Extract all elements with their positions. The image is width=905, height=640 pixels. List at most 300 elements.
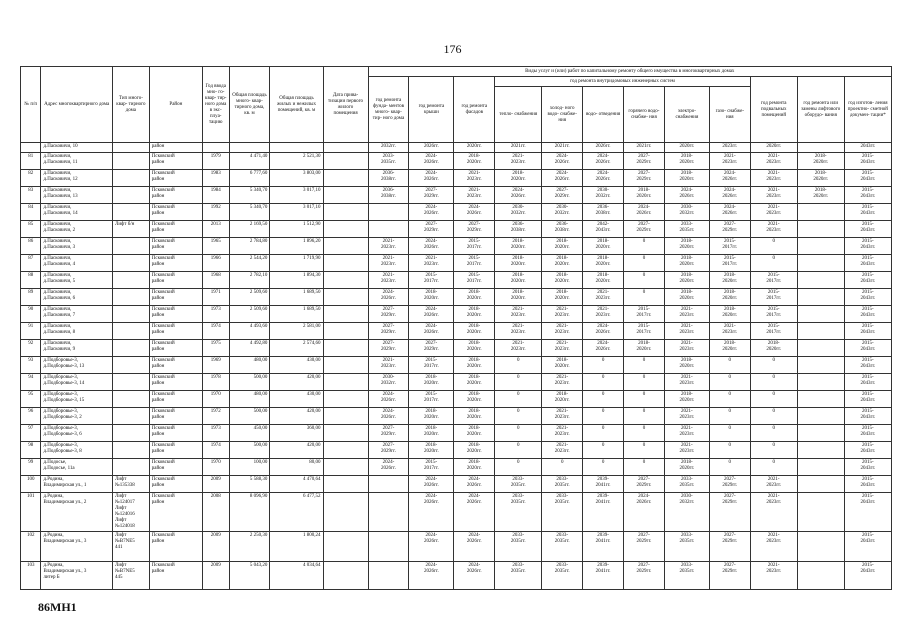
table-cell: 2018- 2020гг. bbox=[624, 187, 665, 204]
table-cell: 0 bbox=[495, 357, 542, 374]
table-cell: 2024- 2026гг. bbox=[409, 476, 454, 493]
table-cell: 2024- 2026гг. bbox=[709, 187, 750, 204]
table-cell: 420,00 bbox=[270, 408, 323, 425]
table-cell bbox=[797, 425, 844, 442]
table-cell bbox=[323, 442, 368, 459]
table-cell: 2021- 2023гг. bbox=[542, 425, 583, 442]
table-cell: 2036- 2038гг. bbox=[368, 170, 409, 187]
table-cell: 1984 bbox=[202, 187, 229, 204]
table-cell bbox=[112, 340, 149, 357]
table-cell: 2018- 2020гг. bbox=[664, 272, 709, 289]
table-cell: 2027- 2029гг. bbox=[409, 340, 454, 357]
table-cell: 2018- 2020гг. bbox=[409, 442, 454, 459]
table-cell: 2027- 2029гг. bbox=[709, 532, 750, 562]
table-cell: 2015- 2043гг. bbox=[844, 391, 891, 408]
table-cell: 2020гг. bbox=[750, 143, 797, 153]
table-cell bbox=[323, 204, 368, 221]
table-cell: 2027- 2029гг. bbox=[624, 562, 665, 590]
table-row bbox=[21, 170, 892, 187]
table-cell: 2015- 2017гг. bbox=[709, 238, 750, 255]
table-cell bbox=[323, 493, 368, 532]
table-cell: д.Пасковичи, д.Пасковичи, 5 bbox=[41, 272, 113, 289]
table-cell bbox=[797, 442, 844, 459]
table-cell: 2018- 2020гг. bbox=[495, 272, 542, 289]
table-body bbox=[21, 143, 892, 590]
table-cell: 2021- 2023гг. bbox=[664, 323, 709, 340]
table-cell: Псковский район bbox=[149, 221, 202, 238]
table-cell: 2033- 2035гг. bbox=[542, 476, 583, 493]
table-cell: 2027- 2029гг. bbox=[542, 187, 583, 204]
table-cell: 0 bbox=[750, 238, 797, 255]
table-cell: 2030- 2032гг. bbox=[368, 374, 409, 391]
table-cell: 480,00 bbox=[229, 357, 270, 374]
table-cell: 1979 bbox=[202, 153, 229, 170]
table-cell bbox=[797, 289, 844, 306]
table-cell: 2018- 2020гг. bbox=[664, 357, 709, 374]
table-cell: 2043гг. bbox=[844, 143, 891, 153]
table-cell: 0 bbox=[750, 255, 797, 272]
table-row bbox=[21, 425, 892, 442]
table-cell: 2015- 2017гг. bbox=[454, 272, 495, 289]
table-cell: 2024- 2026гг. bbox=[409, 493, 454, 532]
table-cell: 2036- 2038гг. bbox=[542, 221, 583, 238]
table-cell: 2024- 2026гг. bbox=[409, 204, 454, 221]
table-cell: 2018- 2020гг. bbox=[664, 170, 709, 187]
table-cell: 2024- 2026гг. bbox=[368, 408, 409, 425]
table-cell: 2033- 2035гг. bbox=[542, 532, 583, 562]
table-cell bbox=[323, 476, 368, 493]
table-cell: 0 bbox=[624, 255, 665, 272]
col-facade: год ремонта фасадов bbox=[454, 77, 495, 143]
table-cell: 2015- 2043гг. bbox=[844, 562, 891, 590]
table-cell: 2042- 2043гг. bbox=[583, 221, 624, 238]
table-cell bbox=[797, 272, 844, 289]
table-cell: 8 096,90 bbox=[229, 493, 270, 532]
table-cell: 360,00 bbox=[270, 425, 323, 442]
table-cell: 0 bbox=[750, 459, 797, 476]
table-cell: 87 bbox=[21, 255, 41, 272]
col-district: Район bbox=[149, 67, 202, 143]
table-cell: 92 bbox=[21, 340, 41, 357]
table-cell: 2015- 2043гг. bbox=[844, 306, 891, 323]
table-cell bbox=[112, 425, 149, 442]
table-cell: Псковский район bbox=[149, 374, 202, 391]
table-cell: 2027- 2029гг. bbox=[368, 306, 409, 323]
table-cell: 2015- 2043гг. bbox=[844, 221, 891, 238]
table-cell: 2015- 2017гг. bbox=[409, 357, 454, 374]
table-cell bbox=[112, 170, 149, 187]
table-cell bbox=[112, 459, 149, 476]
table-row bbox=[21, 532, 892, 562]
table-cell bbox=[797, 143, 844, 153]
table-cell bbox=[323, 221, 368, 238]
table-cell: 2021- 2023гг. bbox=[542, 306, 583, 323]
table-cell: Псковский район bbox=[149, 391, 202, 408]
table-cell bbox=[323, 170, 368, 187]
table-cell: 2030- 2032гг. bbox=[664, 204, 709, 221]
table-cell: 2021- 2023гг. bbox=[750, 493, 797, 532]
table-cell: 2 581,00 bbox=[270, 323, 323, 340]
table-cell: 0 bbox=[495, 442, 542, 459]
table-cell bbox=[323, 153, 368, 170]
table-cell: 2024- 2026гг. bbox=[542, 170, 583, 187]
table-cell: 2008 bbox=[202, 493, 229, 532]
table-cell: 2021- 2023гг. bbox=[664, 306, 709, 323]
table-cell: 2024- 2026гг. bbox=[583, 153, 624, 170]
table-cell: д.Пасковичи, д.Пасковичи, 12 bbox=[41, 170, 113, 187]
table-cell: 0 bbox=[495, 391, 542, 408]
table-cell: район bbox=[149, 143, 202, 153]
table-cell: 3 017,10 bbox=[270, 187, 323, 204]
table-cell: Псковский район bbox=[149, 238, 202, 255]
systems-group-header: год ремонта внутридомовых инженерных систем bbox=[495, 77, 750, 87]
table-cell: 2027- 2029гг. bbox=[368, 425, 409, 442]
table-cell: 1971 bbox=[202, 289, 229, 306]
table-cell: д.Подборовье-3, д.Подборовье-3, 6 bbox=[41, 425, 113, 442]
table-cell: 2015- 2017гг. bbox=[750, 289, 797, 306]
table-cell: 480,00 bbox=[229, 391, 270, 408]
table-cell: 1974 bbox=[202, 323, 229, 340]
table-cell: 2021- 2023гг. bbox=[750, 153, 797, 170]
table-cell bbox=[323, 306, 368, 323]
table-cell: 1 719,90 bbox=[270, 255, 323, 272]
table-cell: 2033- 2035гг. bbox=[495, 562, 542, 590]
table-row bbox=[21, 289, 892, 306]
table-cell: 2015- 2043гг. bbox=[844, 289, 891, 306]
table-cell: 2027- 2029гг. bbox=[709, 221, 750, 238]
table-cell: 0 bbox=[709, 357, 750, 374]
table-cell: 80,00 bbox=[270, 459, 323, 476]
table-cell: 0 bbox=[709, 408, 750, 425]
table-cell: 2 521,30 bbox=[270, 153, 323, 170]
table-cell: 2018- 2020гг. bbox=[664, 153, 709, 170]
table-cell: 500,00 bbox=[229, 374, 270, 391]
table-cell: Псковский район bbox=[149, 306, 202, 323]
table-cell: д.Подосье, д.Подосье, 11а bbox=[41, 459, 113, 476]
table-cell: 0 bbox=[750, 357, 797, 374]
table-cell: 2018- 2020гг. bbox=[709, 306, 750, 323]
table-cell: 2018- 2020гг. bbox=[454, 459, 495, 476]
table-cell bbox=[112, 272, 149, 289]
table-cell: 2024- 2026гг. bbox=[709, 170, 750, 187]
table-cell: 2018- 2020гг. bbox=[454, 357, 495, 374]
table-cell bbox=[797, 459, 844, 476]
page-number: 176 bbox=[443, 42, 462, 56]
table-cell: д.Пасковичи, д.Пасковичи, 2 bbox=[41, 221, 113, 238]
table-cell: 0 bbox=[624, 272, 665, 289]
table-cell: 1983 bbox=[202, 170, 229, 187]
table-cell: 88 bbox=[21, 272, 41, 289]
table-cell: 0 bbox=[750, 425, 797, 442]
table-cell: 2021- 2023гг. bbox=[709, 153, 750, 170]
table-cell: 2023гг. bbox=[709, 143, 750, 153]
table-cell: Псковский район bbox=[149, 340, 202, 357]
table-cell: 2021- 2023гг. bbox=[542, 323, 583, 340]
table-cell: 1978 bbox=[202, 374, 229, 391]
table-cell bbox=[368, 532, 409, 562]
table-cell: 2036- 2038гг. bbox=[583, 204, 624, 221]
col-elevator: год ремонта или замены лифтового оборудо- вания bbox=[797, 77, 844, 143]
table-cell: 4 470,64 bbox=[270, 476, 323, 493]
table-cell: 2024- 2026гг. bbox=[409, 306, 454, 323]
table-cell: 89 bbox=[21, 289, 41, 306]
table-cell: 2024- 2026гг. bbox=[409, 238, 454, 255]
table-cell: 1966 bbox=[202, 255, 229, 272]
table-cell: 2024- 2026гг. bbox=[409, 323, 454, 340]
table-cell: 0 bbox=[624, 357, 665, 374]
table-cell: 2026гг. bbox=[583, 143, 624, 153]
table-cell bbox=[202, 143, 229, 153]
table-cell: 95 bbox=[21, 391, 41, 408]
table-cell: 2027- 2029гг. bbox=[624, 476, 665, 493]
table-cell: 2024- 2026гг. bbox=[454, 532, 495, 562]
table-cell bbox=[112, 255, 149, 272]
table-cell: 2021- 2023гг. bbox=[583, 306, 624, 323]
table-cell: 2021- 2023гг. bbox=[664, 425, 709, 442]
table-cell: д.Родина, Владимирская ул., 2 bbox=[41, 493, 113, 532]
table-cell: 2027- 2029гг. bbox=[709, 493, 750, 532]
table-cell: 2036- 2038гг. bbox=[495, 221, 542, 238]
table-cell: 2015- 2017гг. bbox=[409, 272, 454, 289]
table-cell bbox=[112, 323, 149, 340]
table-cell: 2027- 2029гг. bbox=[368, 323, 409, 340]
table-cell: 2018- 2020гг. bbox=[664, 459, 709, 476]
table-cell: 0 bbox=[583, 374, 624, 391]
table-cell: 0 bbox=[624, 374, 665, 391]
table-cell: 2027- 2029гг. bbox=[624, 153, 665, 170]
table-cell: 2039- 2041гг. bbox=[583, 476, 624, 493]
table-cell: 2 509,60 bbox=[229, 306, 270, 323]
table-cell: 2018- 2020гг. bbox=[542, 272, 583, 289]
table-cell: 2024- 2026гг. bbox=[454, 562, 495, 590]
table-cell: 2018- 2020гг. bbox=[664, 391, 709, 408]
table-cell: 0 bbox=[624, 459, 665, 476]
table-cell: 2018- 2020гг. bbox=[542, 391, 583, 408]
table-cell: 2015- 2043гг. bbox=[844, 170, 891, 187]
table-cell: 2024- 2026гг. bbox=[664, 187, 709, 204]
table-cell: Псковский район bbox=[149, 532, 202, 562]
table-cell: 2024- 2026гг. bbox=[409, 562, 454, 590]
table-cell: 2018- 2020гг. bbox=[454, 340, 495, 357]
table-cell: 2018- 2020гг. bbox=[542, 255, 583, 272]
table-cell: 2027- 2029гг. bbox=[409, 187, 454, 204]
table-cell bbox=[323, 323, 368, 340]
table-cell bbox=[112, 204, 149, 221]
table-cell: 2 169,50 bbox=[229, 221, 270, 238]
table-cell: 2013 bbox=[202, 221, 229, 238]
table-cell: Псковский район bbox=[149, 357, 202, 374]
table-cell: 100,00 bbox=[229, 459, 270, 476]
table-row bbox=[21, 459, 892, 476]
table-cell bbox=[229, 143, 270, 153]
table-cell: 2015- 2017гг. bbox=[454, 255, 495, 272]
table-cell bbox=[797, 340, 844, 357]
col-hot-water: горячего водо- снабже- ния bbox=[624, 87, 665, 143]
table-cell: Псковский район bbox=[149, 204, 202, 221]
table-cell: д.Пасковичи, д.Пасковичи, 6 bbox=[41, 289, 113, 306]
table-row bbox=[21, 408, 892, 425]
table-cell: 2021гг. bbox=[542, 143, 583, 153]
table-cell: 500,00 bbox=[229, 442, 270, 459]
table-cell: 2021- 2023гг. bbox=[709, 323, 750, 340]
table-cell: 2033- 2035гг. bbox=[664, 562, 709, 590]
table-cell: 2024- 2026гг. bbox=[409, 153, 454, 170]
table-cell: 2015- 2043гг. bbox=[844, 532, 891, 562]
table-row bbox=[21, 357, 892, 374]
table-cell: 2018- 2020гг. bbox=[583, 238, 624, 255]
table-cell: 6 477,52 bbox=[270, 493, 323, 532]
table-cell bbox=[797, 476, 844, 493]
col-total-area: Общая площадь много- квар- тирного дома, кв. м bbox=[229, 67, 270, 143]
table-cell bbox=[112, 357, 149, 374]
table-cell: 82 bbox=[21, 170, 41, 187]
table-cell: 2018- 2020гг. bbox=[709, 340, 750, 357]
table-cell: 0 bbox=[583, 459, 624, 476]
table-cell: 2024- 2026гг. bbox=[454, 493, 495, 532]
table-cell: 2018- 2020гг. bbox=[542, 289, 583, 306]
table-cell: 2021- 2023гг. bbox=[542, 442, 583, 459]
col-foundation: год ремонта фунда- ментов много- квар- тир- ного дома bbox=[368, 77, 409, 143]
table-cell: 2024- 2026гг. bbox=[583, 323, 624, 340]
table-cell: 0 bbox=[624, 425, 665, 442]
table-cell: 2018- 2020гг. bbox=[709, 289, 750, 306]
table-cell: 2015- 2043гг. bbox=[844, 408, 891, 425]
table-cell: 2021- 2023гг. bbox=[542, 340, 583, 357]
table-cell: 2015- 2043гг. bbox=[844, 238, 891, 255]
table-cell: 2027- 2029гг. bbox=[454, 221, 495, 238]
table-cell: 96 bbox=[21, 408, 41, 425]
table-cell: 2027- 2029гг. bbox=[368, 340, 409, 357]
table-cell: 430,00 bbox=[270, 391, 323, 408]
table-cell: 4 471,40 bbox=[229, 153, 270, 170]
col-type: Тип много- квар- тирного дома bbox=[112, 67, 149, 143]
table-cell: 2033- 2035гг. bbox=[664, 532, 709, 562]
table-cell: Лифт №124017 Лифт №124016 Лифт №124018 bbox=[112, 493, 149, 532]
table-cell bbox=[368, 221, 409, 238]
table-cell: 2033- 2035гг. bbox=[542, 562, 583, 590]
table-cell: 2024- 2026гг. bbox=[409, 532, 454, 562]
table-cell: 2024- 2026гг. bbox=[583, 170, 624, 187]
table-row bbox=[21, 476, 892, 493]
table-cell: 0 bbox=[709, 374, 750, 391]
table-cell bbox=[323, 143, 368, 153]
table-cell: 85 bbox=[21, 221, 41, 238]
table-cell bbox=[21, 143, 41, 153]
table-cell: 2018- 2020гг. bbox=[409, 408, 454, 425]
table-row bbox=[21, 143, 892, 153]
table-cell: 2024- 2026гг. bbox=[454, 204, 495, 221]
table-cell: 2018- 2020гг. bbox=[454, 153, 495, 170]
table-cell: 2021- 2023гг. bbox=[368, 255, 409, 272]
table-cell: 2039- 2041гг. bbox=[583, 562, 624, 590]
table-cell: Псковский район bbox=[149, 255, 202, 272]
table-cell: д.Подборовье-3, д.Подборовье-3, 14 bbox=[41, 374, 113, 391]
table-cell: 2018- 2020гг. bbox=[797, 170, 844, 187]
table-cell: д.Пасковичи, 10 bbox=[41, 143, 113, 153]
table-cell: 2018- 2020гг. bbox=[409, 374, 454, 391]
table-cell: 2024- 2026гг. bbox=[495, 187, 542, 204]
table-cell: 420,00 bbox=[270, 374, 323, 391]
table-cell: д.Подборовье-3, д.Подборовье-3, 8 bbox=[41, 442, 113, 459]
table-cell: 2015- 2043гг. bbox=[844, 357, 891, 374]
table-cell bbox=[323, 255, 368, 272]
table-cell: 2033- 2035гг. bbox=[664, 476, 709, 493]
table-cell: 2018- 2020гг. bbox=[664, 238, 709, 255]
table-cell bbox=[323, 562, 368, 590]
table-cell: 0 bbox=[583, 442, 624, 459]
table-cell: 2027- 2029гг. bbox=[368, 442, 409, 459]
table-row bbox=[21, 272, 892, 289]
table-cell: 4 034,64 bbox=[270, 562, 323, 590]
table-cell: 97 bbox=[21, 425, 41, 442]
table-cell: 2 574,60 bbox=[270, 340, 323, 357]
table-cell: 1970 bbox=[202, 459, 229, 476]
table-cell: 1 689,50 bbox=[270, 289, 323, 306]
table-cell: 2018- 2020гг. bbox=[454, 306, 495, 323]
table-cell: 2021- 2023гг. bbox=[409, 255, 454, 272]
table-cell: Псковский район bbox=[149, 289, 202, 306]
table-cell bbox=[323, 532, 368, 562]
table-cell: 2027- 2029гг. bbox=[409, 221, 454, 238]
table-cell: 2024- 2026гг. bbox=[368, 391, 409, 408]
table-cell bbox=[797, 493, 844, 532]
table-cell: 2015- 2017гг. bbox=[750, 306, 797, 323]
table-cell bbox=[368, 562, 409, 590]
col-gas: газо- снабже- ния bbox=[709, 87, 750, 143]
table-cell: Псковский район bbox=[149, 493, 202, 532]
table-cell: 2 509,60 bbox=[229, 289, 270, 306]
table-cell: 2021- 2023гг. bbox=[750, 170, 797, 187]
table-cell bbox=[797, 238, 844, 255]
table-cell: 2033- 2035гг. bbox=[664, 221, 709, 238]
table-cell: 2015- 2043гг. bbox=[844, 153, 891, 170]
table-cell: 2033- 2035гг. bbox=[368, 153, 409, 170]
table-cell bbox=[112, 306, 149, 323]
table-cell: д.Подборовье-3, д.Подборовье-3, 13 bbox=[41, 357, 113, 374]
table-cell: 0 bbox=[495, 459, 542, 476]
table-cell: 2021- 2023гг. bbox=[368, 238, 409, 255]
table-cell: 93 bbox=[21, 357, 41, 374]
table-cell bbox=[797, 221, 844, 238]
table-cell: 83 bbox=[21, 187, 41, 204]
table-cell: 1 896,20 bbox=[270, 238, 323, 255]
table-cell: 5 340,70 bbox=[229, 187, 270, 204]
table-cell: 2033- 2035гг. bbox=[495, 476, 542, 493]
table-cell: 0 bbox=[542, 459, 583, 476]
table-cell bbox=[368, 204, 409, 221]
table-cell: 5 340,70 bbox=[229, 204, 270, 221]
table-cell: 102 bbox=[21, 532, 41, 562]
table-cell: 1972 bbox=[202, 408, 229, 425]
table-cell: д.Пасковичи, д.Пасковичи, 7 bbox=[41, 306, 113, 323]
table-header bbox=[21, 67, 892, 143]
table-cell bbox=[323, 408, 368, 425]
table-cell: 2018- 2020гг. bbox=[454, 425, 495, 442]
table-cell bbox=[797, 532, 844, 562]
table-row bbox=[21, 374, 892, 391]
col-heat: тепло- снабжения bbox=[495, 87, 542, 143]
table-cell: 0 bbox=[583, 357, 624, 374]
table-cell: 2018- 2020гг. bbox=[495, 238, 542, 255]
table-cell: 2018- 2020гг. bbox=[624, 340, 665, 357]
table-cell bbox=[323, 391, 368, 408]
table-cell: 0 bbox=[583, 391, 624, 408]
table-cell bbox=[797, 391, 844, 408]
table-cell: 2021- 2023гг. bbox=[750, 562, 797, 590]
table-cell: 2033- 2035гг. bbox=[542, 493, 583, 532]
col-cold-water: холод- ного водо- снабже- ния bbox=[542, 87, 583, 143]
table-cell: 2018- 2020гг. bbox=[542, 357, 583, 374]
